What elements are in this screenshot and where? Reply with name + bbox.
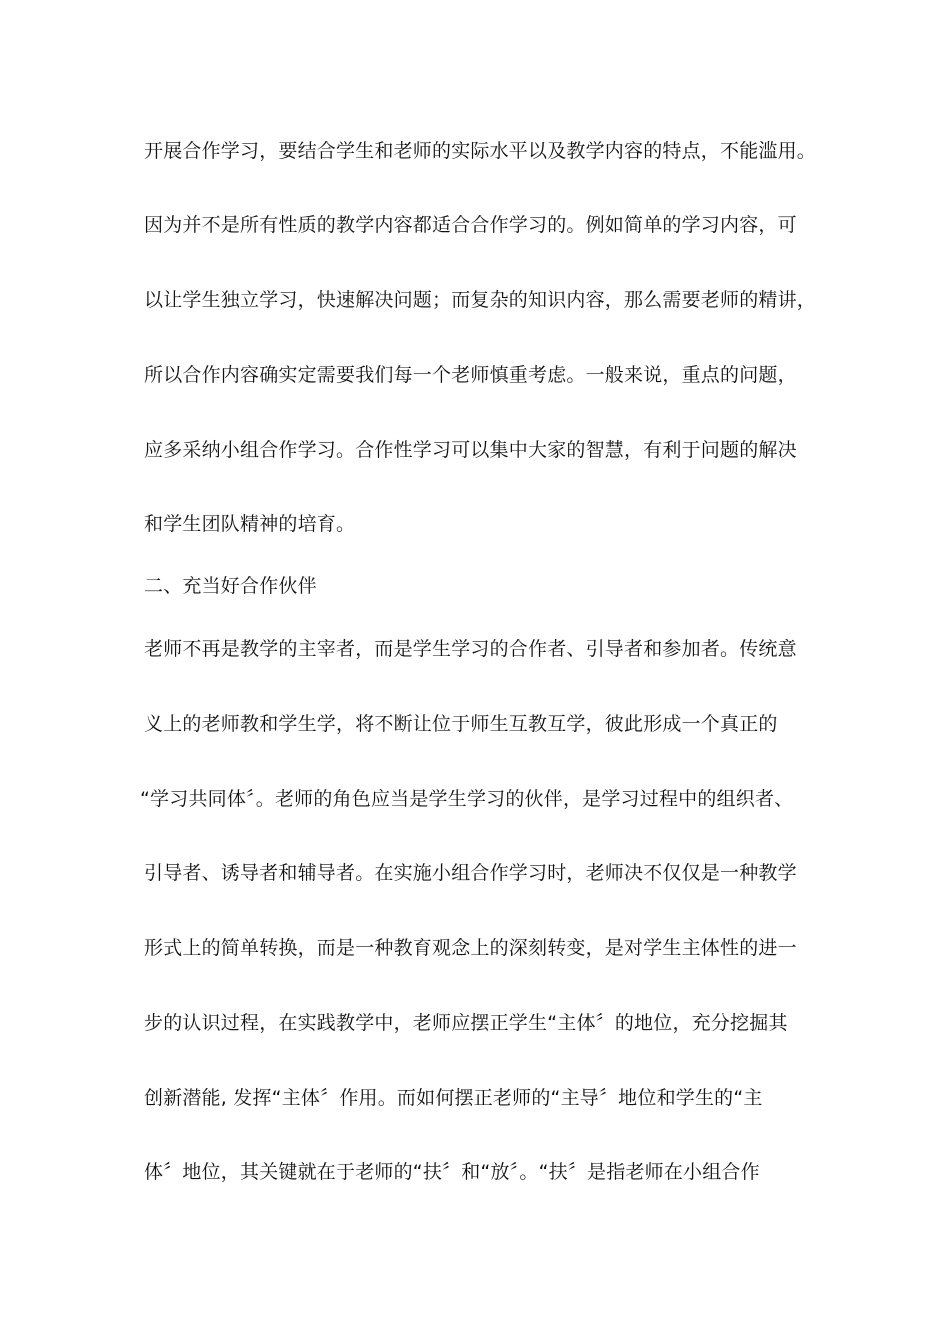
text-line: 应多采纳小组合作学习。合作性学习可以集中大家的智慧，有利于问题的解决 xyxy=(144,439,797,461)
text-line: 体〞地位，其关键就在于老师的“扶〞和“放〞。“扶〞是指老师在小组合作 xyxy=(144,1161,760,1183)
text-line: 和学生团队精神的培育。 xyxy=(144,513,356,535)
text-line: 义上的老师教和学生学，将不断让位于师生互教互学，彼此形成一个真正的 xyxy=(144,713,778,735)
text-line: 所以合作内容确实定需要我们每一个老师慎重考虑。一般来说，重点的问题， xyxy=(144,364,797,386)
text-line: 步的认识过程，在实践教学中，老师应摆正学生“主体〞的地位，充分挖掘其 xyxy=(144,1012,788,1034)
text-line: 因为并不是所有性质的教学内容都适合合作学习的。例如简单的学习内容，可 xyxy=(144,214,797,236)
text-line: “学习共同体〞。老师的角色应当是学生学习的伙伴，是学习过程中的组织者、 xyxy=(140,788,794,810)
text-line: 形式上的简单转换，而是一种教育观念上的深刻转变，是对学生主体性的进一 xyxy=(144,937,797,959)
text-line: 创新潜能, 发挥“主体〞作用。而如何摆正老师的“主导〞地位和学生的“主 xyxy=(144,1087,763,1109)
text-line: 以让学生独立学习，快速解决问题；而复杂的知识内容，那么需要老师的精讲， xyxy=(144,289,817,311)
text-line: 引导者、诱导者和辅导者。在实施小组合作学习时，老师决不仅仅是一种教学 xyxy=(144,862,797,884)
section-heading: 二、充当好合作伙伴 xyxy=(144,575,317,597)
text-line: 老师不再是教学的主宰者，而是学生学习的合作者、引导者和参加者。传统意 xyxy=(144,638,797,660)
text-line: 开展合作学习，要结合学生和老师的实际水平以及教学内容的特点，不能滥用。 xyxy=(144,140,817,162)
